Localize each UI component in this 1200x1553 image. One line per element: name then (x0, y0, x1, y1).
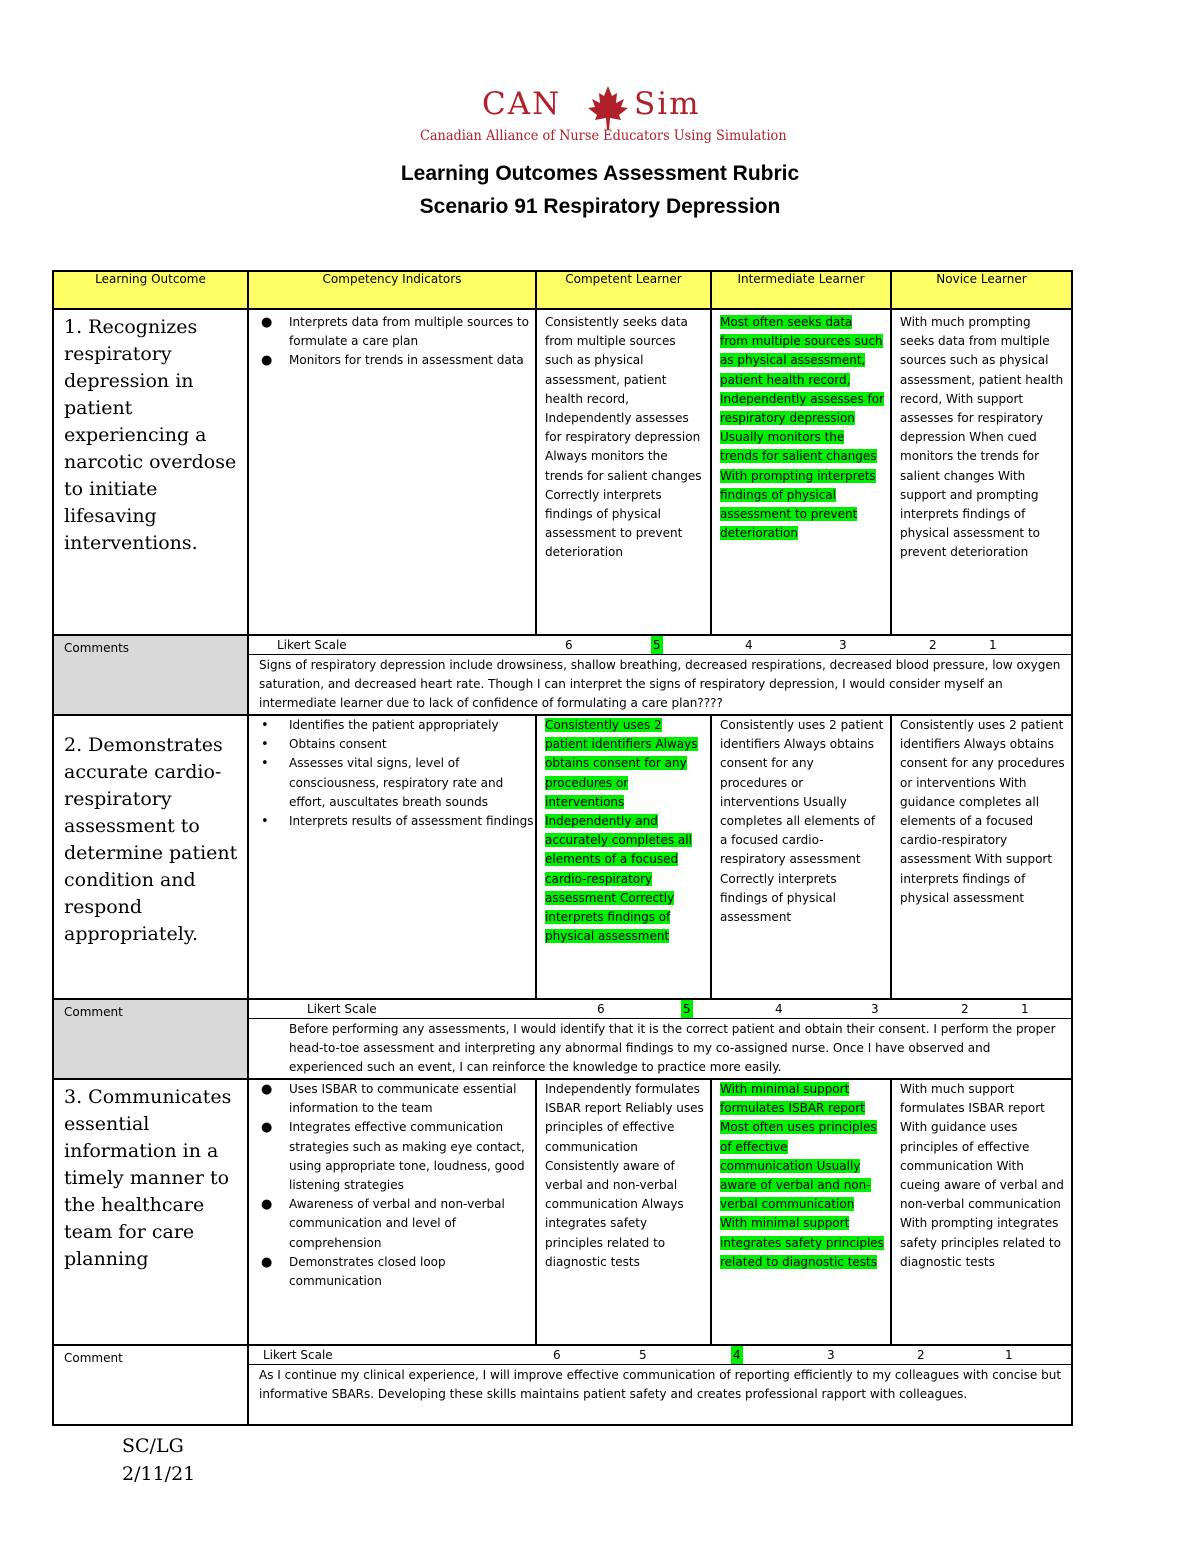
bullet-icon: • (261, 814, 269, 830)
competent-learner-1: Consistently seeks data from multiple sources such as physical assessment, patient health record, Independently assesses for respiratory depression Always monitors the trends for salient changes Correctly interprets findings of physical assessment to prevent deterioration (545, 315, 702, 560)
likert-label: Likert Scale (307, 1002, 377, 1016)
indicator-item: ● Demonstrates closed loop communication (261, 1254, 446, 1289)
likert-value: 3 (839, 638, 847, 652)
comment-label-2: Comment (54, 1000, 247, 1024)
competency-indicators-3 (249, 1080, 535, 1291)
likert-value: 2 (961, 1002, 969, 1016)
bullet-icon: • (261, 756, 269, 772)
comment-text-1: Signs of respiratory depression include drowsiness, shallow breathing, decreased respirations, decreased blood pressure, low oxygen saturation, and decreased heart rate. Though I can interpret the signs of respiratory depression, I would consider myself an intermediate learner due to lack of confidence of formulating a care plan???? (259, 658, 1061, 711)
comment-row-1 (53, 635, 1072, 655)
comment-text-2: Before performing any assessments, I would identify that it is the correct patient and obtain their consent. I perform the proper head-to-toe assessment and interpreting any abnormal findings to my co-assigned nurse. Once I have observed and experienced such an event, I can reinforce the knowledge to practice more easily. (289, 1022, 1056, 1075)
competent-learner-3: Independently formulates ISBAR report Reliably uses principles of effective communication Consistently aware of verbal and non-verbal communication Always integrates safety principles related to diagnostic tests (545, 1082, 704, 1269)
indicator-item: • Identifies the patient appropriately (249, 716, 535, 735)
header-competency-indicators: Competency Indicators (248, 271, 536, 309)
likert-label: Likert Scale (277, 638, 347, 652)
maple-leaf-icon (586, 84, 630, 132)
indicator-item: ● Awareness of verbal and non-verbal communication and level of comprehension (261, 1197, 505, 1250)
comment-row-2 (53, 999, 1072, 1019)
novice-learner-2: Consistently uses 2 patient identifiers Always obtains consent for any procedures or interventions With guidance completes all elements of a focused cardio-respiratory assessment With support interprets findings of physical assessment (900, 718, 1065, 905)
intermediate-learner-1: Most often seeks data from multiple sources such as physical assessment, patient health record, Independently assesses for respiratory depression Usually monitors the trends for salient changes With prompting interprets findings of physical assessment to prevent deterioration (720, 315, 885, 541)
likert-value: 2 (929, 638, 937, 652)
cansim-logo (420, 84, 820, 156)
bullet-icon: ● (261, 353, 273, 369)
likert-value: 6 (553, 1348, 561, 1362)
rubric-row-2 (53, 715, 1072, 999)
footer-initials: SC/LG (122, 1435, 184, 1457)
indicator-item: ● Integrates effective communication strategies such as making eye contact, using appropriate tone, loudness, good listening strategies (261, 1120, 525, 1193)
logo-text-can: CAN (482, 86, 562, 122)
footer (122, 1432, 195, 1488)
indicator-item: ● Monitors for trends in assessment data (249, 351, 535, 370)
indicator-item: • Assesses vital signs, level of consciousness, respiratory rate and effort, auscultates breath sounds (261, 756, 504, 809)
novice-learner-1: With much prompting seeks data from multiple sources such as physical assessment, patient health record, With support assesses for respiratory depression When cued monitors the trends for salient changes With support and prompting interprets findings of physical assessment to prevent deterioration (900, 315, 1064, 560)
logo-text-sim: Sim (634, 86, 701, 122)
comment-row-3 (53, 1345, 1072, 1365)
likert-label: Likert Scale (263, 1348, 333, 1362)
header-novice-learner: Novice Learner (891, 271, 1072, 309)
likert-scale-3 (249, 1346, 1071, 1364)
comment-label-3: Comment (64, 1351, 123, 1365)
competency-indicators-1 (249, 310, 535, 371)
rubric-table (52, 270, 1073, 1426)
likert-value: 6 (597, 1002, 605, 1016)
intermediate-learner-2: Consistently uses 2 patient identifiers Always obtains consent for any procedures or interventions Usually completes all elements of a focused cardio-respiratory assessment Correctly interprets findings of physical assessment (720, 718, 884, 925)
competency-indicators-2 (249, 716, 535, 831)
header-intermediate-learner: Intermediate Learner (711, 271, 891, 309)
indicator-item: • Obtains consent (249, 735, 535, 754)
comment-label-1: Comments (54, 636, 247, 660)
indicator-item: ● Uses ISBAR to communicate essential information to the team (261, 1082, 517, 1116)
competent-learner-2: Consistently uses 2 patient identifiers Always obtains consent for any procedures or interventions Independently and accurately completes all elements of a focused cardio-respiratory assessment Correctly interprets findings of physical assessment (545, 718, 698, 944)
likert-scale-1 (249, 636, 1071, 654)
likert-scale-2 (249, 1000, 1071, 1018)
learning-outcome-1: 1. Recognizes respiratory depression in patient experiencing a narcotic overdose to initiate lifesaving interventions. (64, 316, 237, 554)
header-learning-outcome: Learning Outcome (53, 271, 248, 309)
likert-value-selected: 5 (653, 638, 661, 652)
learning-outcome-2: 2. Demonstrates accurate cardio-respiratory assessment to determine patient condition and respond appropriately. (64, 734, 238, 945)
comment-text-3: As I continue my clinical experience, I will improve effective communication of reporting efficiently to my colleagues with concise but informative SBARs. Developing these skills maintains patient safety and creates professional rapport with colleagues. (259, 1368, 1062, 1402)
bullet-icon: ● (261, 1120, 273, 1136)
header-row (53, 271, 1072, 309)
bullet-icon: • (261, 718, 269, 733)
likert-value: 4 (745, 638, 753, 652)
footer-date: 2/11/21 (122, 1463, 196, 1485)
novice-learner-3: With much support formulates ISBAR report With guidance uses principles of effective communication With cueing aware of verbal and non-verbal communication With prompting integrates safety principles related to diagnostic tests (900, 1082, 1064, 1269)
rubric-row-3 (53, 1079, 1072, 1345)
likert-value-selected: 5 (683, 1002, 691, 1016)
rubric-row-1 (53, 309, 1072, 635)
header-competent-learner: Competent Learner (536, 271, 711, 309)
learning-outcome-3: 3. Communicates essential information in a timely manner to the healthcare team for care planning (64, 1086, 232, 1270)
indicator-item: ● Interprets data from multiple sources to formulate a care plan (261, 315, 529, 349)
logo-tagline: Canadian Alliance of Nurse Educators Using Simulation (420, 128, 787, 144)
bullet-icon: ● (261, 315, 273, 330)
bullet-icon: ● (261, 1082, 273, 1097)
likert-value: 1 (1005, 1348, 1013, 1362)
likert-value: 2 (917, 1348, 925, 1362)
likert-value: 1 (1021, 1002, 1029, 1016)
likert-value-selected: 4 (733, 1348, 741, 1362)
likert-value: 3 (827, 1348, 835, 1362)
page-subtitle: Scenario 91 Respiratory Depression (419, 195, 781, 218)
bullet-icon: • (261, 737, 269, 753)
indicator-item: • Interprets results of assessment findings (249, 812, 535, 831)
intermediate-learner-3: With minimal support formulates ISBAR report Most often uses principles of effective communication Usually aware of verbal and non-verbal communication With minimal support integrates safety principles related to diagnostic tests (720, 1082, 884, 1269)
likert-value: 1 (989, 638, 997, 652)
likert-value: 4 (775, 1002, 783, 1016)
likert-value: 3 (871, 1002, 879, 1016)
bullet-icon: ● (261, 1197, 273, 1213)
page-title: Learning Outcomes Assessment Rubric (400, 162, 800, 185)
likert-value: 6 (565, 638, 573, 652)
likert-value: 5 (639, 1348, 647, 1362)
bullet-icon: ● (261, 1254, 273, 1270)
